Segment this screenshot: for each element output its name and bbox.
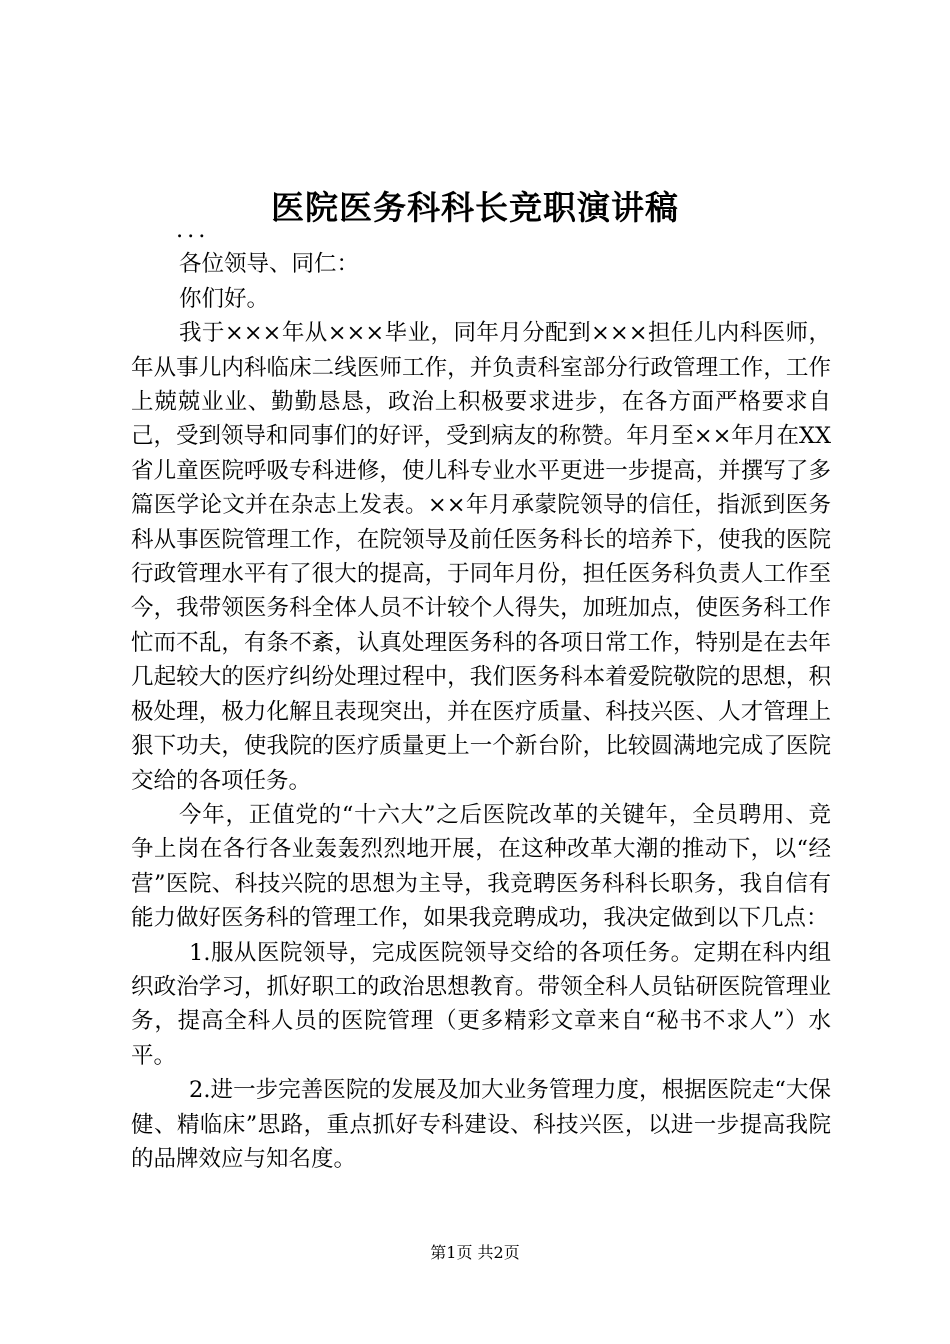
page-footer: 第1页 共2页 bbox=[430, 1243, 520, 1262]
list-item: 2.进一步完善医院的发展及加大业务管理力度，根据医院走“大保健、精临床”思路，重点抓好专科建设、科技兴医，以进一步提高我院的品牌效应与知名度。 bbox=[131, 1077, 831, 1172]
paragraph-background: 我于×××年从×××毕业，同年月分配到×××担任儿内科医师，年从事儿内科临床二线医师工作，并负责科室部分行政管理工作，工作上兢兢业业、勤勤恳恳，政治上积极要求进步，在各方面严格要求自己，受到领导和同事们的好评，受到病友的称赞。年月至××年月在XX省儿童医院呼吸专科进修，使儿科专业水平更进一步提高，并撰写了多篇医学论文并在杂志上发表。××年月承蒙院领导的信任，指派到医务科从事医院管理工作，在院领导及前任医务科长的培养下，使我的医院行政管理水平有了很大的提高，于同年月份，担任医务科负责人工作至今，我带领医务科全体人员不计较个人得失，加班加点，使医务科工作忙而不乱，有条不紊，认真处理医务科的各项日常工作，特别是在去年几起较大的医疗纠纷处理过程中，我们医务科本着爱院敬院的思想，积极处理，极力化解且表现突出，并在医疗质量、科技兴医、人才管理上狠下功夫，使我院的医疗质量更上一个新台阶，比较圆满地完成了医院交给的各项任务。 bbox=[131, 320, 831, 794]
document-body bbox=[131, 213, 831, 1176]
list-item: 1.服从医院领导，完成医院领导交给的各项任务。定期在科内组织政治学习，抓好职工的政治思想教育。带领全科人员钻研医院管理业务，提高全科人员的医院管理（更多精彩文章来自“秘书不求人”）水平。 bbox=[131, 939, 831, 1069]
greeting: 你们好。 bbox=[179, 285, 270, 312]
document-title: 医院医务科科长竞职演讲稿 bbox=[271, 188, 679, 227]
ellipsis-line: ... bbox=[176, 217, 210, 243]
salutation: 各位领导、同仁： bbox=[179, 251, 360, 278]
paragraph-motivation: 今年，正值党的“十六大”之后医院改革的关键年，全员聘用、竞争上岗在各行各业轰轰烈烈地开展，在这种改革大潮的推动下，以“经营”医院、科技兴院的思想为主导，我竞聘医务科科长职务，我自信有能力做好医务科的管理工作，如果我竞聘成功，我决定做到以下几点： bbox=[131, 801, 831, 932]
